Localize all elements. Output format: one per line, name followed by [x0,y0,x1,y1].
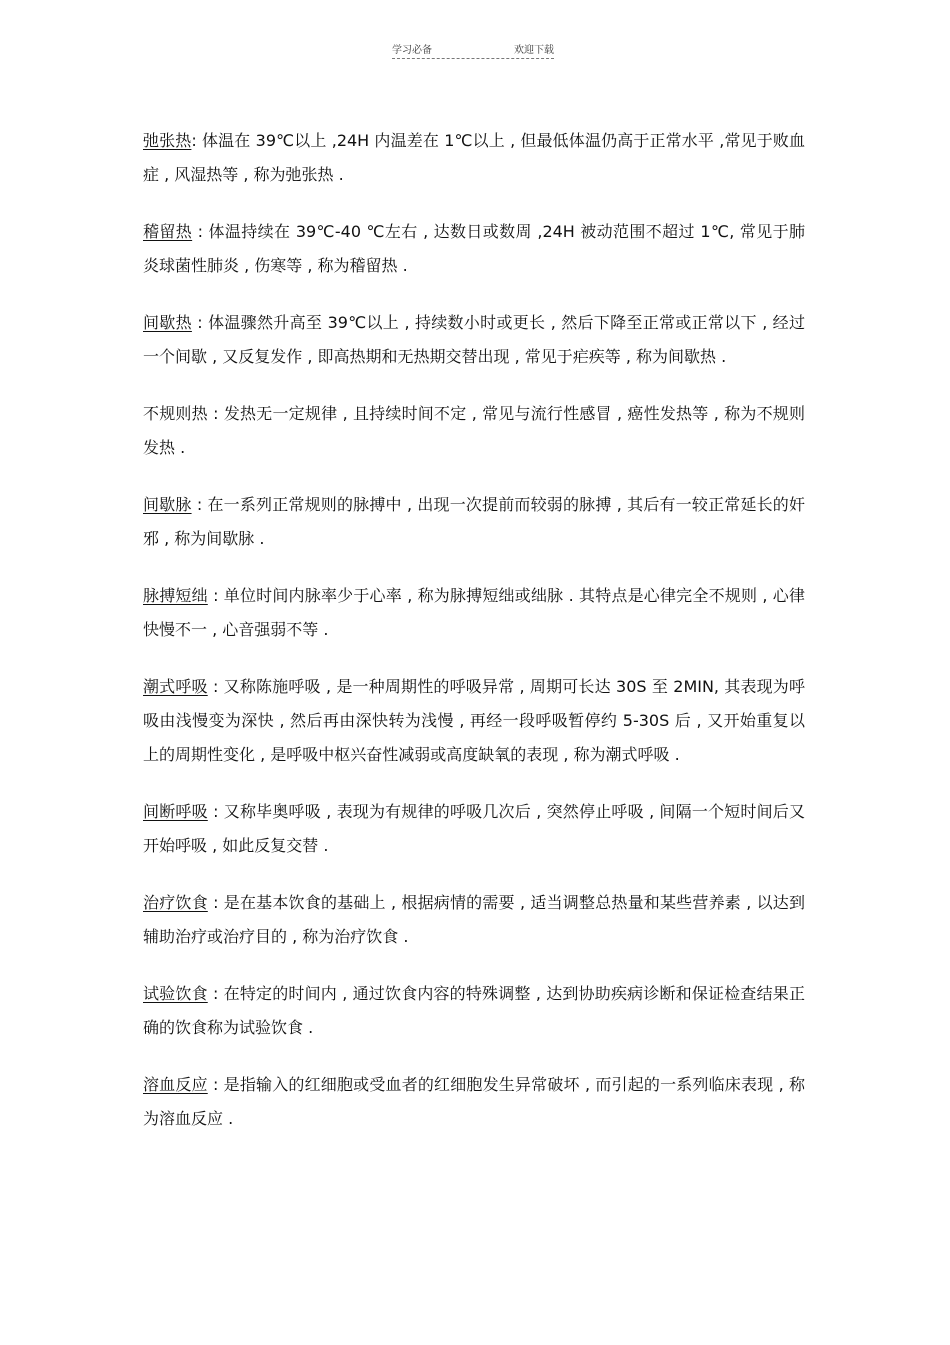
definition-term: 试验饮食 [143,984,208,1003]
definition-text: 体温持续在 39℃-40 ℃左右 , 达数日或数周 ,24H 被动范围不超过 1℃, 常见于肺炎球菌性肺炎 , 伤寒等 , 称为稽留热 . [143,222,805,275]
definition-entry [143,670,805,772]
definition-text: 在特定的时间内 , 通过饮食内容的特殊调整 , 达到协助疾病诊断和保证检查结果正确的饮食称为试验饮食 . [143,984,805,1037]
page-header [392,40,554,59]
definition-entry [143,124,805,192]
term-separator: : [191,313,209,332]
term-separator: : [207,1075,224,1094]
definition-term: 间断呼吸 [143,802,208,821]
definition-term: 脉搏短绌 [143,586,208,605]
definition-term: 治疗饮食 [143,893,208,912]
definition-entry [143,977,805,1045]
definition-entry [143,886,805,954]
definition-term: 溶血反应 [143,1075,208,1094]
definition-entry [143,215,805,283]
definition-text: 又称毕奥呼吸 , 表现为有规律的呼吸几次后 , 突然停止呼吸 , 间隔一个短时间后又开始呼吸 , 如此反复交替 . [143,802,806,855]
term-separator: : [191,131,203,150]
definition-term: 稽留热 [143,222,193,241]
term-separator: : [207,802,224,821]
definition-entry [143,1068,805,1136]
definition-text: 是指输入的红细胞或受血者的红细胞发生异常破坏 , 而引起的一系列临床表现 , 称为溶血反应 . [143,1075,805,1128]
term-separator: : [192,222,209,241]
definition-text: 体温骤然升高至 39℃以上 , 持续数小时或更长 , 然后下降至正常或正常以下 , 经过一个间歇 , 又反复发作 , 即高热期和无热期交替出现 , 常见于疟疾等 , 称为间歇热 . [143,313,805,366]
document-body [143,124,805,1159]
definition-term: 潮式呼吸 [143,677,208,696]
definition-term: 间歇脉 [143,495,192,514]
definition-entry [143,397,805,465]
header-left-text: 学习必备 [392,45,432,56]
definition-term: 弛张热 [143,131,192,150]
definition-entry [143,306,805,374]
definition-entry [143,579,805,647]
term-separator: : [207,984,224,1003]
definition-entry [143,488,805,556]
term-separator: : [191,495,208,514]
term-separator: : [207,586,224,605]
term-separator: : [207,677,224,696]
definition-text: 又称陈施呼吸 , 是一种周期性的呼吸异常 , 周期可长达 30S 至 2MIN, 其表现为呼吸由浅慢变为深快 , 然后再由深快转为浅慢 , 再经一段呼吸暂停约 5-30S 后 , 又开始重复以上的周期性变化 , 是呼吸中枢兴奋性减弱或高度缺氧的表现 , 称为潮式呼吸 . [143,677,805,764]
definition-text: 是在基本饮食的基础上 , 根据病情的需要 , 适当调整总热量和某些营养素 , 以达到辅助治疗或治疗目的 , 称为治疗饮食 . [143,893,806,946]
definition-text: 单位时间内脉率少于心率 , 称为脉搏短绌或绌脉 . 其特点是心律完全不规则 , 心律快慢不一 , 心音强弱不等 . [143,586,806,639]
definition-term: 间歇热 [143,313,192,332]
header-right-text: 欢迎下载 [514,45,554,56]
definition-entry [143,795,805,863]
definition-text: 体温在 39℃以上 ,24H 内温差在 1℃以上 , 但最低体温仍高于正常水平 ,常见于败血症 , 风湿热等 , 称为弛张热 . [143,131,805,184]
definition-text: 在一系列正常规则的脉搏中 , 出现一次提前而较弱的脉搏 , 其后有一较正常延长的奸邪 , 称为间歇脉 . [143,495,805,548]
definition-text: 不规则热 : 发热无一定规律 , 且持续时间不定 , 常见与流行性感冒 , 癌性发热等 , 称为不规则发热 . [143,404,805,457]
term-separator: : [207,893,224,912]
